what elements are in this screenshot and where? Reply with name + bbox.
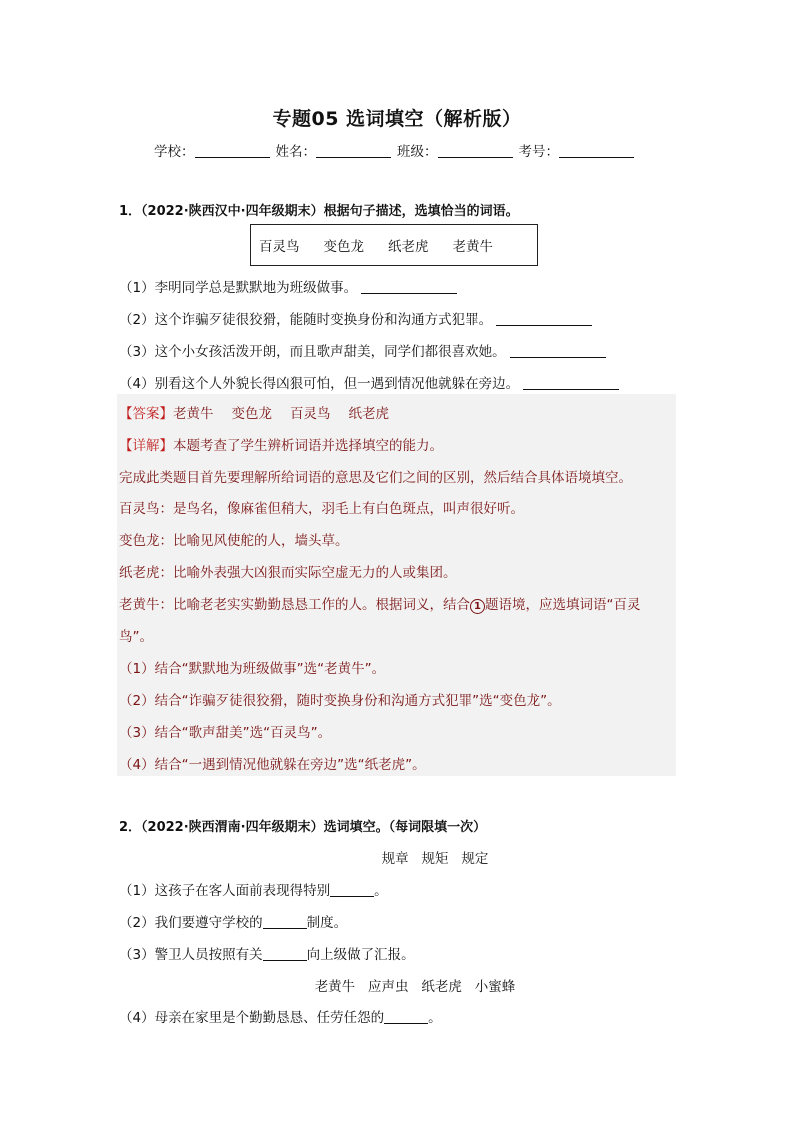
question-2-heading: 2．（2022·陕西渭南·四年级期末）选词填空。（每词限填一次） <box>119 820 487 835</box>
item-text: （3）这个小女孩活泼开朗，而且歌声甜美，同学们都很喜欢她。 <box>119 344 506 360</box>
item-text: （4）母亲在家里是个勤勤恳恳、任劳任怨的 <box>119 1010 385 1026</box>
word-option: 纸老虎 <box>388 239 429 255</box>
item-text: 。 <box>428 1010 442 1026</box>
sub-answer-line: （4）结合“一遇到情况他就躲在旁边”选“纸老虎”。 <box>119 757 426 773</box>
item-text: （4）别看这个人外貌长得凶狠可怕，但一遇到情况他就躲在旁边。 <box>119 376 520 392</box>
detail-text: 本题考查了学生辨析词语并选择填空的能力。 <box>173 438 443 454</box>
explanation-line: 变色龙：比喻见风使舵的人，墙头草。 <box>119 533 349 549</box>
item-text: （1）这孩子在客人面前表现得特别 <box>119 883 331 899</box>
item-text: （3）警卫人员按照有关 <box>119 947 263 963</box>
word-options-row: 老黄牛 应声虫 纸老虎 小蜜蜂 <box>314 979 516 995</box>
answer-blank[interactable] <box>523 375 619 390</box>
page-title: 专题05 选词填空（解析版） <box>272 108 522 130</box>
explanation-line <box>119 593 641 614</box>
explanation-text: 题语境，应选填词语“百灵 <box>485 597 641 613</box>
explanation-line: 纸老虎：比喻外表强大凶狠而实际空虚无力的人或集团。 <box>119 565 457 581</box>
class-label: 班级： <box>397 144 438 160</box>
word-option: 老黄牛 <box>452 239 493 255</box>
word-option: 变色龙 <box>323 239 364 255</box>
school-label: 学校： <box>154 144 195 160</box>
answer-line <box>119 402 389 422</box>
item-text: 向上级做了汇报。 <box>306 947 415 963</box>
word-option: 百灵鸟 <box>259 239 300 255</box>
question-2-item <box>119 943 415 963</box>
question-1-item <box>119 276 457 296</box>
explanation-line: 百灵鸟：是鸟名，像麻雀但稍大，羽毛上有白色斑点，叫声很好听。 <box>119 501 524 517</box>
answer-blank[interactable] <box>330 882 374 897</box>
question-1-item <box>119 340 606 360</box>
question-2-item <box>119 879 388 899</box>
item-text: 制度。 <box>306 915 348 931</box>
sub-answer-line: （1）结合“默默地为班级做事”选“老黄牛”。 <box>119 661 386 677</box>
question-1-item <box>119 308 592 328</box>
answer-blank[interactable] <box>263 914 307 929</box>
sub-answer-line: （3）结合“歌声甜美”选“百灵鸟”。 <box>119 725 332 741</box>
class-blank[interactable] <box>438 143 513 158</box>
question-1-heading: 1．（2022·陕西汉中·四年级期末）根据句子描述，选填恰当的词语。 <box>119 204 519 219</box>
item-text: （2）我们要遵守学校的 <box>119 915 263 931</box>
answer-value: 变色龙 <box>231 406 272 422</box>
name-blank[interactable] <box>316 143 391 158</box>
detail-tag: 【详解】 <box>119 438 173 454</box>
answer-blank[interactable] <box>263 946 307 961</box>
sub-answer-line: （2）结合“诈骗歹徒很狡猾，随时变换身份和沟通方式犯罪”选“变色龙”。 <box>119 693 561 709</box>
detail-line <box>119 434 443 454</box>
school-blank[interactable] <box>195 143 270 158</box>
explanation-line: 鸟”。 <box>119 629 153 645</box>
explanation-line: 完成此类题目首先要理解所给词语的意思及它们之间的区别，然后结合具体语境填空。 <box>119 470 632 486</box>
question-1-word-box <box>250 224 538 266</box>
item-text: （2）这个诈骗歹徒很狡猾，能随时变换身份和沟通方式犯罪。 <box>119 312 493 328</box>
question-2-item <box>119 911 347 931</box>
answer-tag: 【答案】 <box>119 406 173 422</box>
item-text: 。 <box>374 883 388 899</box>
word-options-row: 规章 规矩 规定 <box>381 851 489 867</box>
answer-value: 百灵鸟 <box>290 406 331 422</box>
name-label: 姓名： <box>275 144 316 160</box>
answer-blank[interactable] <box>384 1009 428 1024</box>
answer-blank[interactable] <box>361 279 457 294</box>
question-1-item <box>119 372 619 392</box>
answer-blank[interactable] <box>510 343 606 358</box>
answer-value: 老黄牛 <box>173 406 214 422</box>
explanation-text: 老黄牛：比喻老老实实勤勤恳恳工作的人。根据词义，结合 <box>119 597 470 613</box>
exam-no-blank[interactable] <box>559 143 634 158</box>
student-info-line <box>0 140 794 160</box>
item-text: （1）李明同学总是默默地为班级做事。 <box>119 280 358 296</box>
answer-value: 纸老虎 <box>348 406 389 422</box>
exam-no-label: 考号： <box>518 144 559 160</box>
circled-number: 1 <box>470 599 485 614</box>
question-2-item <box>119 1006 442 1026</box>
answer-blank[interactable] <box>496 311 592 326</box>
